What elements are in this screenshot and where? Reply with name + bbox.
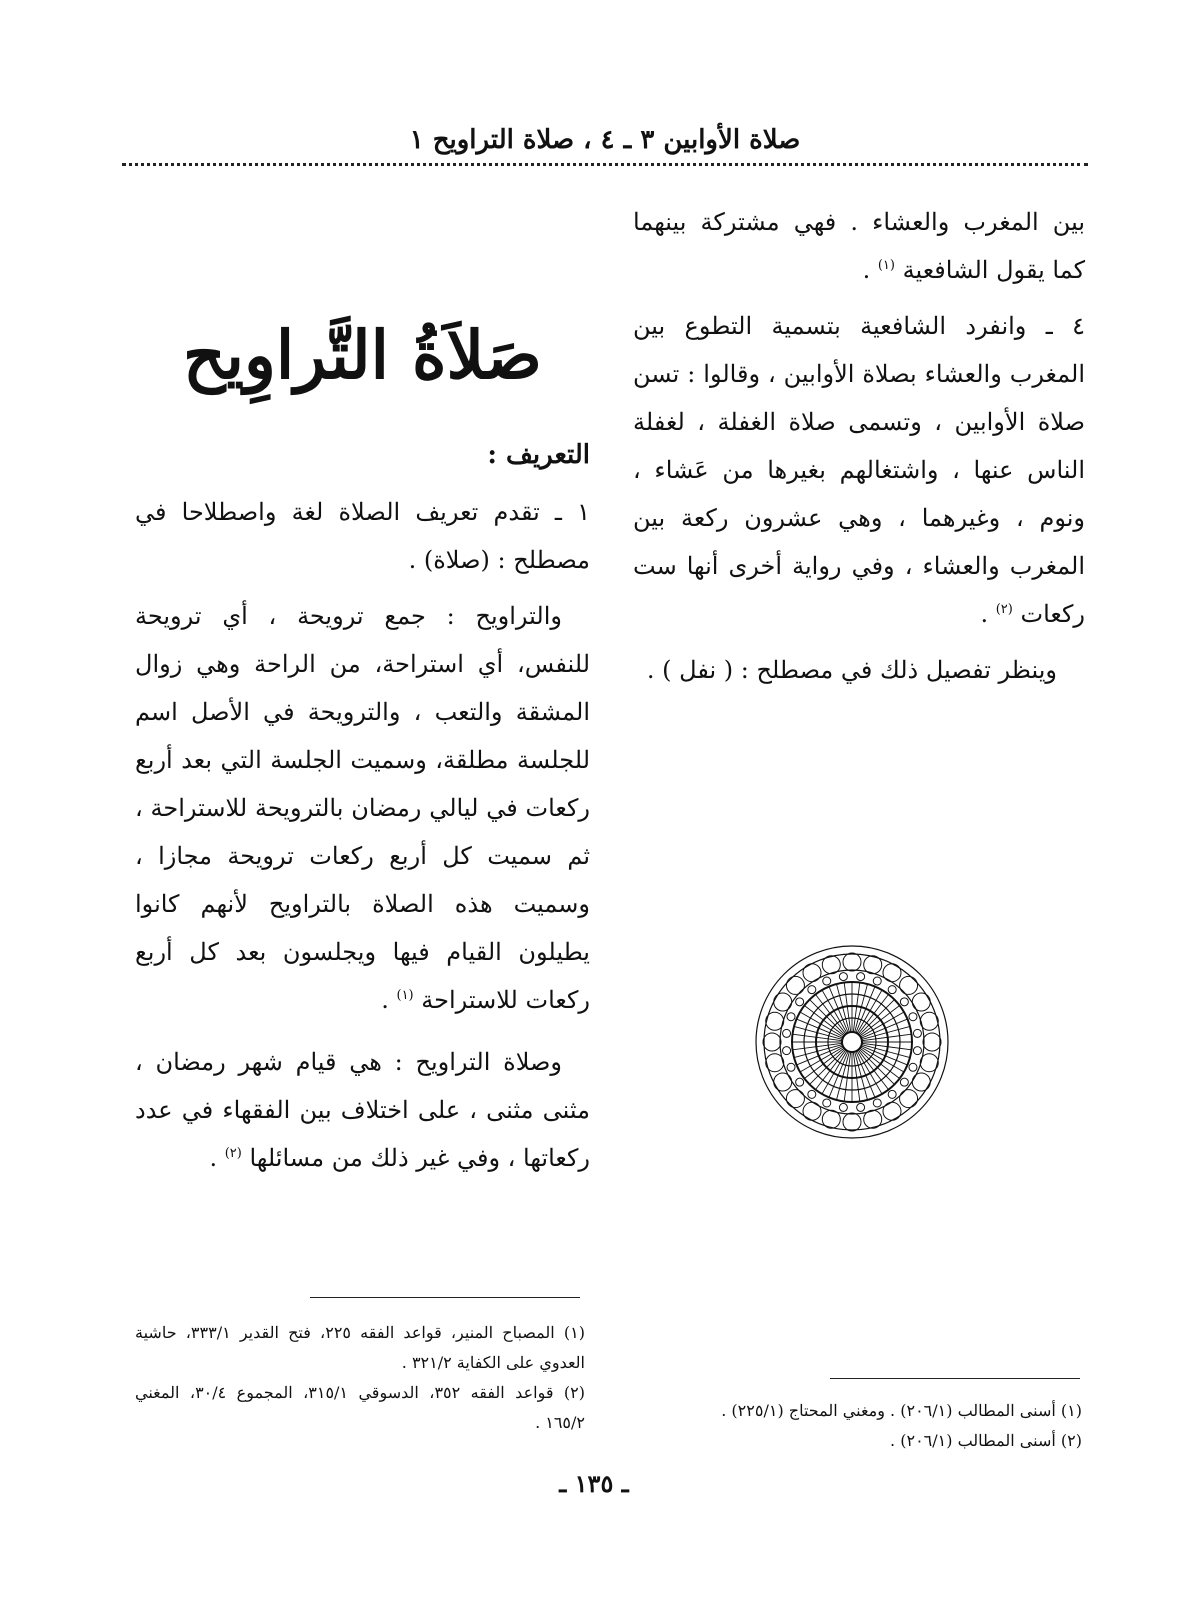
paragraph-end: . (862, 256, 878, 284)
footnote: (٢) أسنى المطالب (٢٠٦/١) . (890, 1431, 1082, 1450)
footnote: (١) أسنى المطالب (٢٠٦/١) . ومغني المحتاج (٢٢٥/١) . (721, 1401, 1082, 1420)
rosette-ornament-icon (752, 942, 952, 1142)
definition-heading: التعريف : (487, 440, 590, 470)
paragraph-end: . (381, 986, 397, 1014)
section-title: صَلاَةُ التَّراوِيح (183, 316, 542, 394)
paragraph-text: ١ ـ تقدم تعريف الصلاة لغة واصطلاحا في مصطلح : (صلاة) . (135, 498, 590, 574)
header-dotted-rule (122, 163, 1088, 166)
paragraph (135, 592, 590, 1024)
footnote-marker[interactable]: (١) (877, 258, 895, 273)
footnote-marker[interactable]: (٢) (224, 1146, 242, 1161)
footnote-marker[interactable]: (٢) (995, 602, 1013, 617)
paragraph-end: . (980, 600, 996, 628)
footnote-rule (310, 1297, 580, 1298)
paragraph (135, 488, 590, 584)
footnote: (١) المصباح المنير، قواعد الفقه ٢٢٥، فتح القدير ٣٣٣/١، حاشية العدوي على الكفاية ٣٢١/٢ . (135, 1323, 585, 1372)
paragraph-text: وينظر تفصيل ذلك في مصطلح : ( نفل ) . (646, 656, 1057, 684)
footnotes-left (135, 1318, 585, 1438)
paragraph-text: والتراويح : جمع ترويحة ، أي ترويحة للنفس، أي استراحة، من الراحة وهي زوال المشقة والتعب ، والترويحة في الأصل اسم للجلسة مطلقة، وسميت الجلسة التي بعد أربع ركعات في ليالي رمضان بالترويحة للاستراحة ، ثم سميت كل أربع ركعات ترويحة مجازا ، وسميت هذه الصلاة بالتراويح لأنهم كانوا يطيلون القيام فيها ويجلسون بعد كل أربع ركعات للاستراحة (135, 602, 590, 1014)
paragraph-text: ٤ ـ وانفرد الشافعية بتسمية التطوع بين المغرب والعشاء بصلاة الأوابين ، وقالوا : تسن صلاة الأوابين ، وتسمى صلاة الغفلة ، لغفلة الناس عنها ، واشتغالهم بغيرها من عَشاء ، ونوم ، وغيرهما ، وهي عشرون ركعة بين المغرب والعشاء ، وفي رواية أخرى أنها ست ركعات (633, 312, 1085, 628)
footnote-rule (830, 1378, 1080, 1379)
running-header: صلاة الأوابين ٣ ـ ٤ ، صلاة التراويح ١ (409, 125, 801, 155)
paragraph (135, 1038, 590, 1182)
right-column (633, 198, 1085, 702)
footnote: (٢) قواعد الفقه ٣٥٢، الدسوقي ٣١٥/١، المجموع ٣٠/٤، المغني ١٦٥/٢ . (135, 1383, 586, 1432)
footnote-marker[interactable]: (١) (396, 988, 414, 1003)
paragraph (633, 302, 1085, 638)
paragraph (633, 646, 1085, 694)
footnotes-right (630, 1396, 1082, 1456)
paragraph-text: وصلاة التراويح : هي قيام شهر رمضان ، مثنى مثنى ، على اختلاف بين الفقهاء في عدد ركعاتها ، وفي غير ذلك من مسائلها (135, 1048, 590, 1172)
page-number: ـ ١٣٥ ـ (559, 1469, 629, 1498)
left-column (135, 300, 590, 1190)
paragraph (633, 198, 1085, 294)
paragraph-end: . (209, 1144, 225, 1172)
paragraph-text: بين المغرب والعشاء . فهي مشتركة بينهما كما يقول الشافعية (633, 208, 1085, 284)
